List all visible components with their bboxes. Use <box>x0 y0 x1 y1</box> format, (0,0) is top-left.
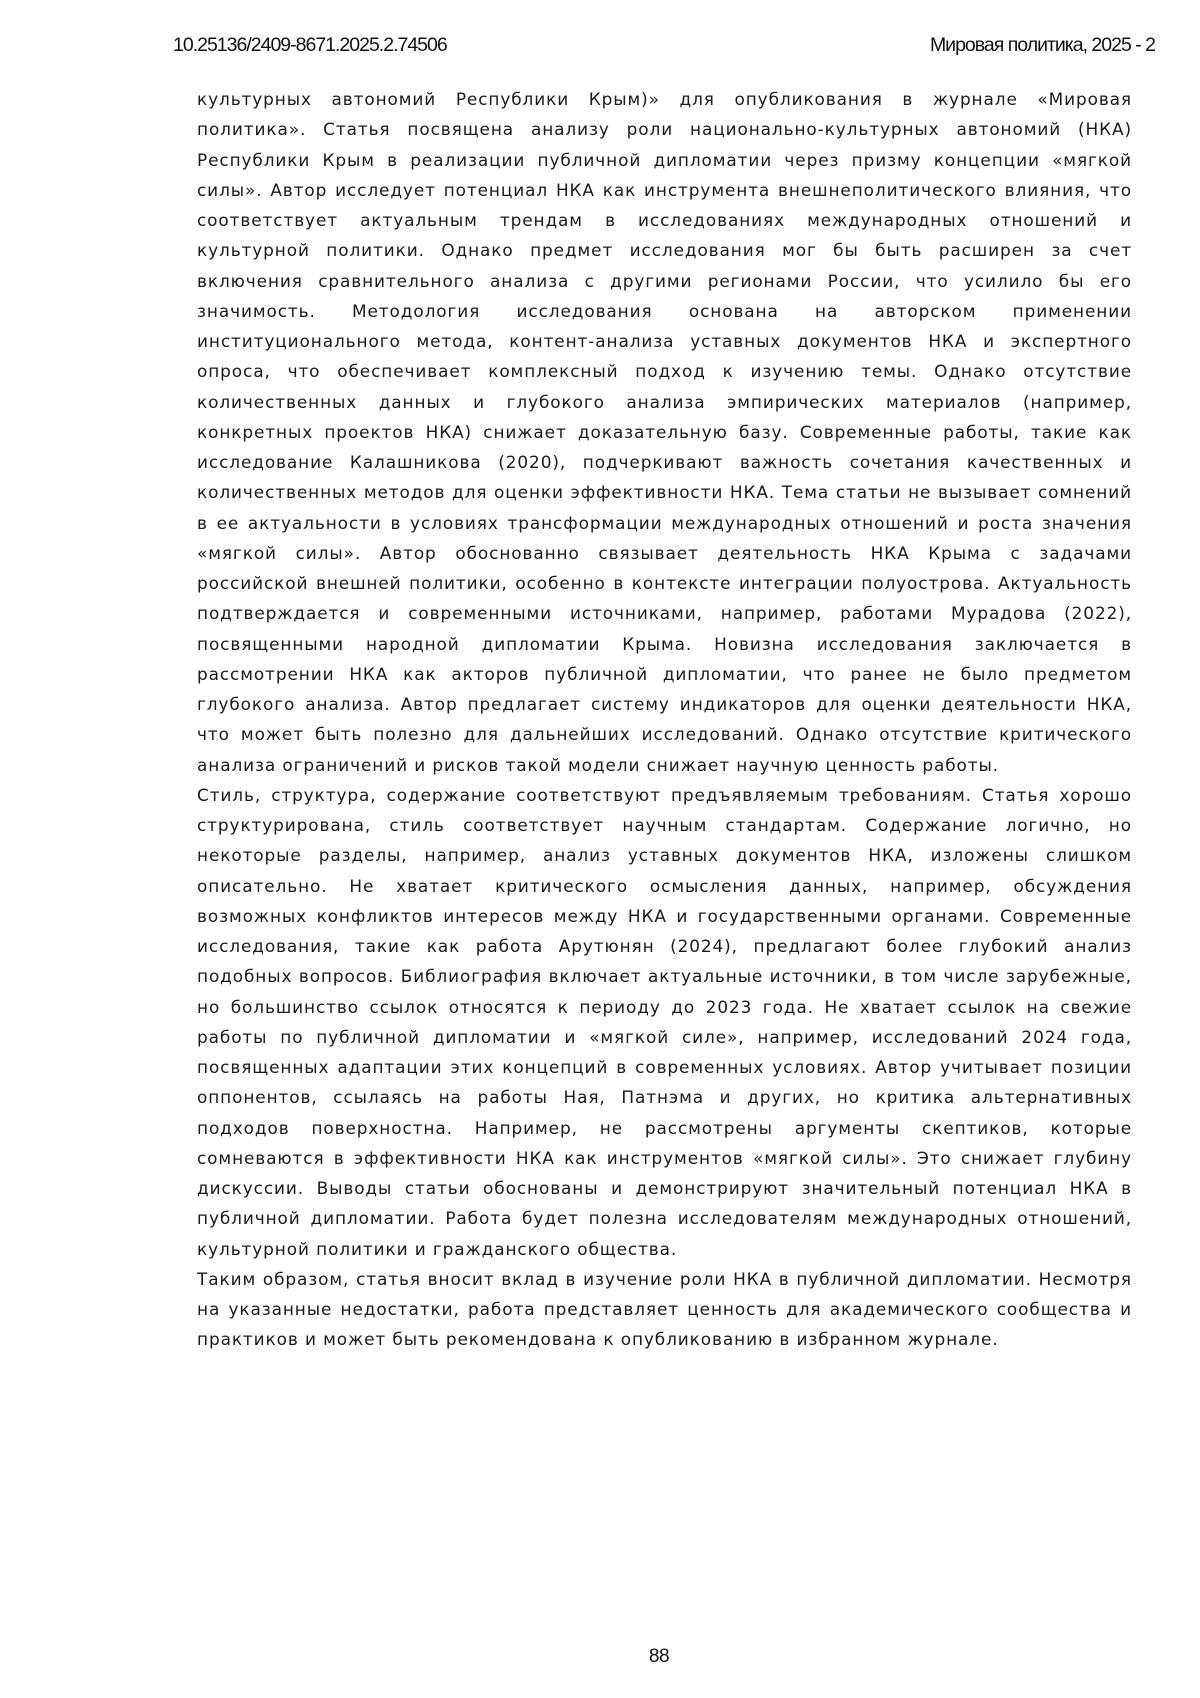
paragraph-2: Стиль, структура, содержание соответствуют предъявляемым требованиям. Статья хорошо структурирована, стиль соответствует научным стандартам. Содержание логично, но некоторые разделы, например, анализ уставных документов НКА, изложены слишком описательно. Не хватает критического осмысления данных, например, обсуждения возможных конфликтов интересов между НКА и государственными органами. Современные исследования, такие как работа Арутюнян (2024), предлагают более глубокий анализ подобных вопросов. Библиография включает актуальные источники, в том числе зарубежные, но большинство ссылок относятся к периоду до 2023 года. Не хватает ссылок на свежие работы по публичной дипломатии и «мягкой силе», например, исследований 2024 года, посвященных адаптации этих концепций в современных условиях. Автор учитывает позиции оппонентов, ссылаясь на работы Ная, Патнэма и других, но критика альтернативных подходов поверхностна. Например, не рассмотрены аргументы скептиков, которые сомневаются в эффективности НКА как инструментов «мягкой силы». Это снижает глубину дискуссии. Выводы статьи обоснованы и демонстрируют значительный потенциал НКА в публичной дипломатии. Работа будет полезна исследователям международных отношений, культурной политики и гражданского общества. <box>197 784 1132 1259</box>
paragraph-1: культурных автономий Республики Крым)» для опубликования в журнале «Мировая политика». Статья посвящена анализу роли национально-культурных автономий (НКА) Республики Крым в реализации публичной дипломатии через призму концепции «мягкой силы». Автор исследует потенциал НКА как инструмента внешнеполитического влияния, что соответствует актуальным трендам в исследованиях международных отношений и культурной политики. Однако предмет исследования мог бы быть расширен за счет включения сравнительного анализа с другими регионами России, что усилило бы его значимость. Методология исследования основана на авторском применении институционального метода, контент-анализа уставных документов НКА и экспертного опроса, что обеспечивает комплексный подход к изучению темы. Однако отсутствие количественных данных и глубокого анализа эмпирических материалов (например, конкретных проектов НКА) снижает доказательную базу. Современные работы, такие как исследование Калашникова (2020), подчеркивают важность сочетания качественных и количественных методов для оценки эффективности НКА. Тема статьи не вызывает сомнений в ее актуальности в условиях трансформации международных отношений и роста значения «мягкой силы». Автор обоснованно связывает деятельность НКА Крыма с задачами российской внешней политики, особенно в контексте интеграции полуострова. Актуальность подтверждается и современными источниками, например, работами Мурадова (2022), посвященными народной дипломатии Крыма. Новизна исследования заключается в рассмотрении НКА как акторов публичной дипломатии, что ранее не было предметом глубокого анализа. Автор предлагает систему индикаторов для оценки деятельности НКА, что может быть полезно для дальнейших исследований. Однако отсутствие критического анализа ограничений и рисков такой модели снижает научную ценность работы. <box>197 89 1132 775</box>
journal-issue-label: Мировая политика, 2025 - 2 <box>929 34 1155 56</box>
doi-label: 10.25136/2409-8671.2025.2.74506 <box>173 34 447 56</box>
paragraph-3: Таким образом, статья вносит вклад в изучение роли НКА в публичной дипломатии. Несмотря на указанные недостатки, работа представляет ценность для академического сообщества и практиков и может быть рекомендована к опубликованию в избранном журнале. <box>197 1268 1132 1350</box>
page-number: 88 <box>648 1646 670 1667</box>
review-text <box>197 84 1132 1355</box>
page-header <box>173 34 1155 58</box>
